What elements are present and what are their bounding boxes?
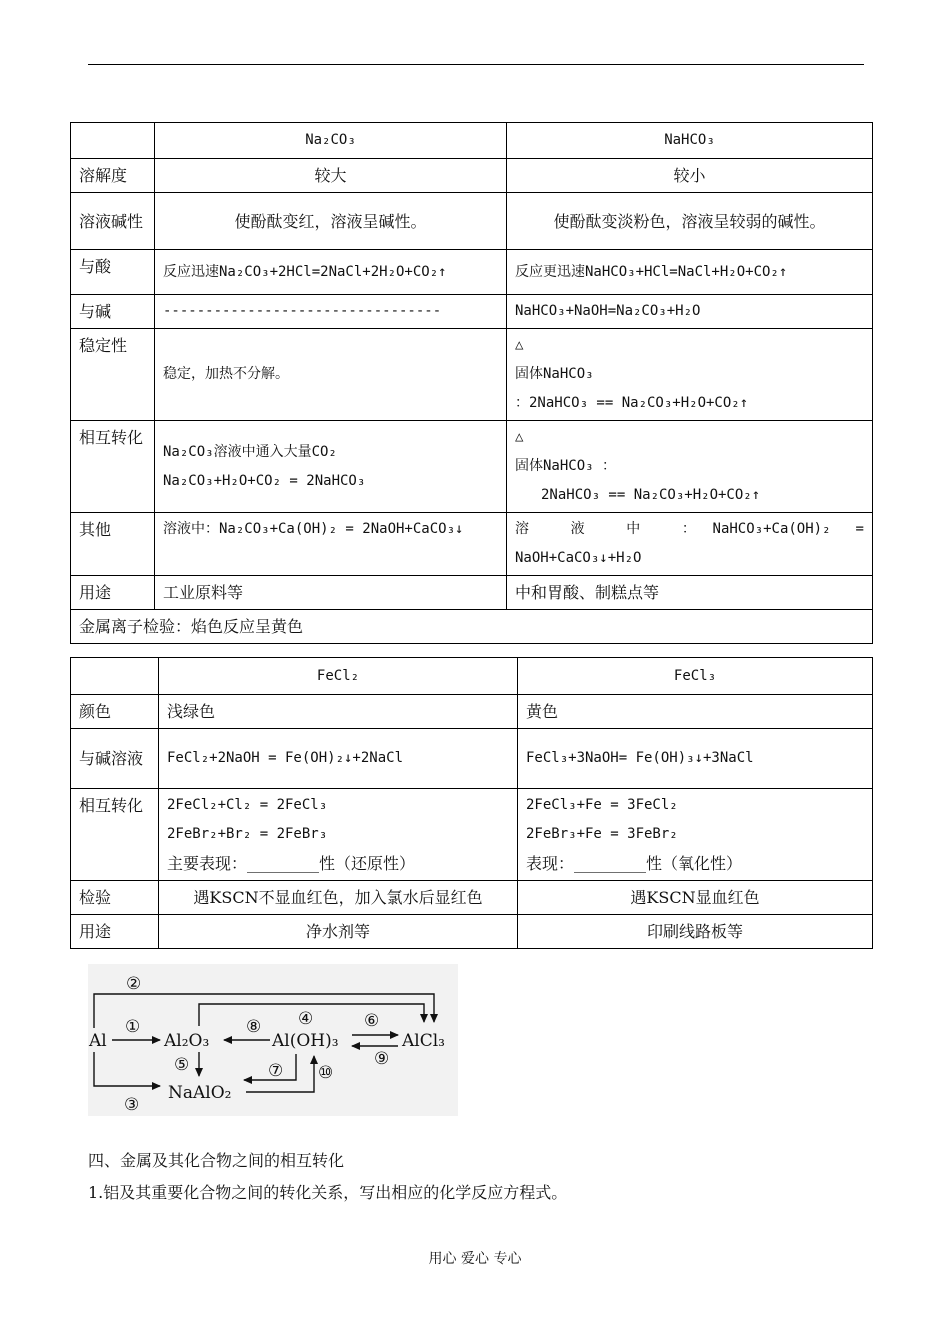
row-label: 与酸 [71, 250, 155, 295]
cell-line: 表现：_________性（氧化性） [526, 854, 743, 873]
cell: 中和胃酸、制糕点等 [507, 576, 873, 610]
cell [159, 789, 518, 881]
table-row [71, 159, 873, 193]
row-label: 用途 [71, 576, 155, 610]
sodium-carbonate-table [70, 122, 873, 644]
cell: 净水剂等 [159, 915, 518, 949]
iron-chloride-table [70, 657, 873, 949]
cell: 黄色 [518, 695, 873, 729]
label-3: ③ [124, 1095, 140, 1115]
cell [507, 329, 873, 421]
cell-line: 2FeBr₂+Br₂ = 2FeBr₃ [167, 826, 328, 842]
label-4: ④ [298, 1009, 314, 1029]
cell: 遇KSCN不显血红色，加入氯水后显红色 [159, 881, 518, 915]
table-row [71, 250, 873, 295]
cell [507, 421, 873, 513]
row-label: 相互转化 [71, 789, 159, 881]
cell: NaHCO₃+NaOH=Na₂CO₃+H₂O [507, 295, 873, 329]
cell: 溶液中：Na₂CO₃+Ca(OH)₂ = 2NaOH+CaCO₃↓ [155, 513, 507, 576]
table-row [71, 193, 873, 250]
label-2: ② [126, 974, 142, 994]
header-rule [88, 64, 864, 65]
table-row [71, 729, 873, 789]
cell: 较大 [155, 159, 507, 193]
node-al: Al [89, 1031, 107, 1051]
table-row [71, 789, 873, 881]
cell [518, 789, 873, 881]
cell: 反应更迅速NaHCO₃+HCl=NaCl+H₂O+CO₂↑ [507, 250, 873, 295]
cell-line: 2NaHCO₃ == Na₂CO₃+H₂O+CO₂↑ [541, 487, 761, 503]
node-al2o3: Al₂O₃ [164, 1031, 210, 1051]
aluminum-conversion-diagram [88, 964, 458, 1116]
table-row [71, 610, 873, 644]
row-label: 颜色 [71, 695, 159, 729]
arrow-2 [94, 994, 434, 1028]
table-row [71, 329, 873, 421]
label-8: ⑧ [246, 1017, 262, 1037]
cell-line: 2FeCl₃+Fe = 3FeCl₂ [526, 797, 678, 813]
row-label: 溶液碱性 [71, 193, 155, 250]
diagram-canvas [88, 964, 458, 1116]
label-1: ① [125, 1017, 141, 1037]
section-heading: 四、金属及其化合物之间的相互转化 [88, 1151, 345, 1170]
row-label: 用途 [71, 915, 159, 949]
cell: 较小 [507, 159, 873, 193]
cell: 印刷线路板等 [518, 915, 873, 949]
header-nahco3: NaHCO₃ [507, 123, 873, 159]
table-row [71, 695, 873, 729]
section-item: 1.铝及其重要化合物之间的转化关系，写出相应的化学反应方程式。 [88, 1183, 568, 1202]
table-row [71, 881, 873, 915]
cell: FeCl₃+3NaOH= Fe(OH)₃↓+3NaCl [518, 729, 873, 789]
heat-symbol: △ [515, 337, 524, 353]
node-aloh3: Al(OH)₃ [272, 1031, 339, 1051]
cell-line: ：2NaHCO₃ == Na₂CO₃+H₂O+CO₂↑ [515, 395, 749, 411]
row-label: 与碱 [71, 295, 155, 329]
arrow-3 [94, 1052, 160, 1086]
label-6: ⑥ [364, 1011, 380, 1031]
cell-line: 固体NaHCO₃ [515, 366, 594, 382]
row-label: 稳定性 [71, 329, 155, 421]
cell: 稳定，加热不分解。 [155, 329, 507, 421]
header-cell-empty [71, 123, 155, 159]
cell-line: Na₂CO₃溶液中通入大量CO₂ [163, 443, 337, 460]
flame-test-note: 金属离子检验：焰色反应呈黄色 [71, 610, 873, 644]
cell: 工业原料等 [155, 576, 507, 610]
row-label: 溶解度 [71, 159, 155, 193]
header-cell-empty [71, 658, 159, 695]
header-na2co3: Na₂CO₃ [155, 123, 507, 159]
label-7: ⑦ [268, 1061, 284, 1081]
label-9: ⑨ [374, 1049, 390, 1069]
cell [155, 421, 507, 513]
row-label: 检验 [71, 881, 159, 915]
label-5: ⑤ [174, 1055, 190, 1075]
table-row [71, 421, 873, 513]
cell-line: 2FeCl₂+Cl₂ = 2FeCl₃ [167, 797, 328, 813]
label-10: ⑩ [318, 1063, 334, 1083]
header-fecl2: FeCl₂ [159, 658, 518, 695]
cell: 浅绿色 [159, 695, 518, 729]
cell: 使酚酞变淡粉色，溶液呈较弱的碱性。 [507, 193, 873, 250]
node-naalo2: NaAlO₂ [168, 1083, 232, 1103]
cell-line: Na₂CO₃+H₂O+CO₂ = 2NaHCO₃ [163, 472, 366, 489]
cell: 遇KSCN显血红色 [518, 881, 873, 915]
cell: 反应迅速Na₂CO₃+2HCl=2NaCl+2H₂O+CO₂↑ [155, 250, 507, 295]
table-row [71, 513, 873, 576]
row-label: 其他 [71, 513, 155, 576]
cell-line: 2FeBr₃+Fe = 3FeBr₂ [526, 826, 678, 842]
cell: 溶 液 中 ：NaHCO₃+Ca(OH)₂ = NaOH+CaCO₃↓+H₂O [507, 513, 873, 576]
page-footer: 用心 爱心 专心 [428, 1251, 522, 1267]
cell: FeCl₂+2NaOH = Fe(OH)₂↓+2NaCl [159, 729, 518, 789]
table-row [71, 576, 873, 610]
cell-line: 固体NaHCO₃ ： [515, 458, 617, 474]
table-header-row [71, 123, 873, 159]
cell: --------------------------------- [155, 295, 507, 329]
cell: 使酚酞变红，溶液呈碱性。 [155, 193, 507, 250]
cell-line: 主要表现：_________性（还原性） [167, 854, 416, 873]
table-header-row [71, 658, 873, 695]
header-fecl3: FeCl₃ [518, 658, 873, 695]
row-label: 相互转化 [71, 421, 155, 513]
heat-symbol: △ [515, 429, 524, 445]
row-label: 与碱溶液 [71, 729, 159, 789]
table-row [71, 295, 873, 329]
table-row [71, 915, 873, 949]
node-alcl3: AlCl₃ [402, 1031, 445, 1051]
